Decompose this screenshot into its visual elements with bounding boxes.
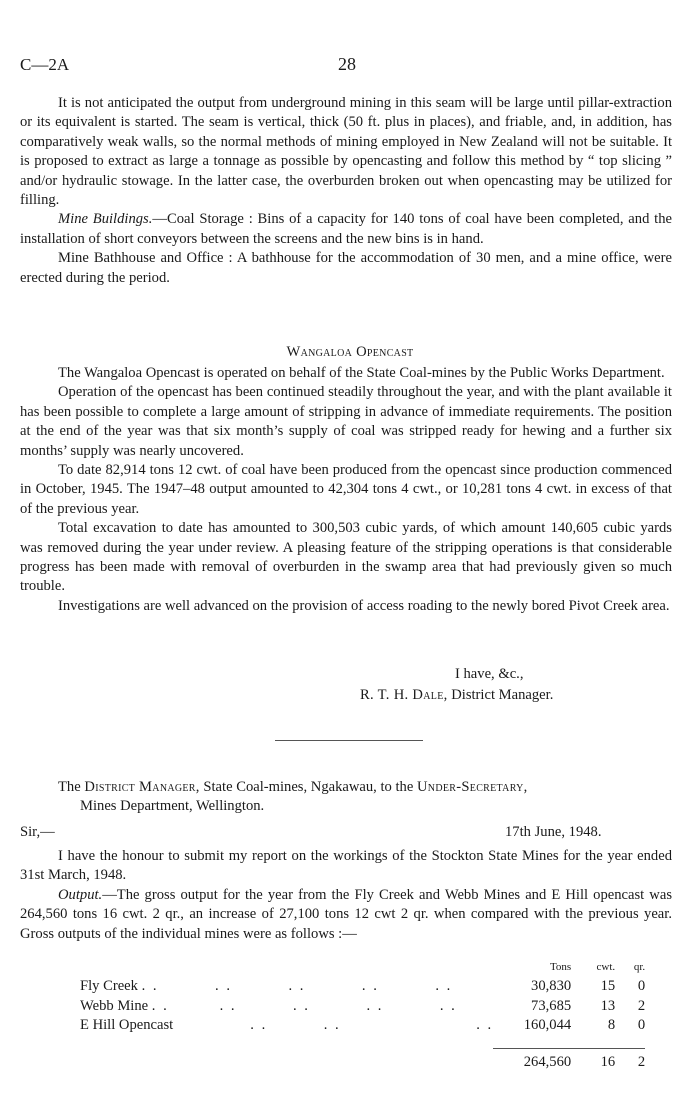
total-cwt: 16 [600,1053,616,1070]
wangaloa-section [20,364,672,616]
table-row [80,977,645,996]
paragraph-wangaloa-5: Investigations are well advanced on the provision of access roading to the newly bored Pivot Creek area. [58,597,670,614]
paragraph-output [20,886,672,944]
paragraph-wangaloa-2: Operation of the opencast has been continued steadily throughout the year, and with the plant available it has been possible to complete a large amount of stripping in advance of immediate requirements. The position at the end of the year was that six month’s supply of coal was stripped ready for hewing and a further six months’ supply was nearly uncovered. [20,384,672,459]
cwt-cell: 15 [600,978,616,995]
tons-cell: 30,830 [531,978,572,995]
row-label: Fly Creek . . . . . . . . . . [80,978,453,995]
mine-name: Fly Creek [80,978,138,995]
paragraph-wangaloa-1: The Wangaloa Opencast is operated on behalf of the State Coal-mines by the Public Works Department. [58,365,665,381]
mine-name: Webb Mine [80,997,149,1014]
table-row [80,1016,645,1035]
total-rule [493,1036,645,1049]
address-line-1 [20,778,672,797]
section-divider [275,740,423,741]
tons-cell: 73,685 [531,997,572,1014]
paragraph-mine-buildings [20,210,672,249]
total-rule-row [80,1036,645,1049]
page-reference: C—2A [20,55,70,74]
paragraph-letter-intro: I have the honour to submit my report on the workings of the Stockton State Mines for the year ended 31st March, 1948. [20,848,672,884]
salutation: Sir,— [20,824,55,840]
total-tons: 264,560 [523,1053,572,1070]
paragraph-underground-output: It is not anticipated the output from underground mining in this seam will be large until pillar-extraction or its equivalent is started. The seam is vertical, thick (50 ft. plus in places), and friable, and, in addition, has comparatively weak walls, so the normal methods of mining employed in New Zealand will not be suitable. It is proposed to extract as large a tonnage as possible by opencasting and follow this method by “ top slicing ” and/or hydraulic stowage. In the latter case, the overburden broken out when opencasting may be utilized for filling. [20,95,672,209]
column-header-qr: qr. [633,961,646,973]
signature-name: R. T. H. Dale, [360,687,448,703]
opening-section [20,94,672,288]
cwt-cell: 8 [607,1017,616,1034]
address-from-place: State Coal-mines, Ngakawau, to the [203,779,414,795]
total-row [80,1048,645,1072]
table-header-row [80,958,645,977]
paragraph-wangaloa-4: Total excavation to date has amounted to 300,503 cubic yards, of which amount 140,605 cubic yards was removed during the year under review. A pleasing feature of the stripping operations is that considerable progress has been made with removal of overburden in the swamp area that had previously given so much trouble. [20,520,672,595]
address-from-prefix: The [58,779,81,795]
output-label: Output. [58,886,103,903]
address-recipient: Under-Secretary, [416,779,528,795]
closing-phrase: I have, &c., [455,666,524,682]
signature-line [360,686,553,705]
column-header-tons: Tons [549,961,572,973]
qr-cell: 2 [637,997,646,1014]
letter-address [20,778,672,817]
row-label: Webb Mine . . . . . . . . . . [80,997,457,1014]
mine-name: E Hill Opencast [80,1017,174,1034]
page-number: 28 [338,54,356,74]
address-sender: District Manager, [84,779,200,795]
total-qr: 2 [637,1053,646,1070]
output-table [80,958,645,1072]
column-header-cwt: cwt. [596,961,616,973]
table-row [80,997,645,1016]
letter-date: 17th June, 1948. [505,824,602,840]
paragraph-wangaloa-3: To date 82,914 tons 12 cwt. of coal have been produced from the opencast since production commenced in October, 1945. The 1947–48 output amounted to 42,304 tons 4 cwt., or 10,281 tons 4 cwt. in excess of that of the previous year. [20,462,672,517]
section-heading-wangaloa: Wangaloa Opencast [286,344,414,360]
row-label: E Hill Opencast . . . . . . [80,1017,494,1034]
cwt-cell: 13 [600,997,616,1014]
address-line-2: Mines Department, Wellington. [80,798,265,815]
mine-buildings-text: —Coal Storage : Bins of a capacity for 140 tons of coal have been completed, and the installation of short conveyors between the screens and the new bins is in hand. [20,211,672,247]
qr-cell: 0 [637,978,646,995]
paragraph-bathhouse: Mine Bathhouse and Office : A bathhouse for the accommodation of 30 men, and a mine office, were erected during the period. [20,250,672,286]
letter-body [20,847,672,944]
signature-title: District Manager. [451,687,554,703]
qr-cell: 0 [637,1017,646,1034]
tons-cell: 160,044 [523,1017,572,1034]
mine-buildings-label: Mine Buildings. [58,211,153,228]
output-text: —The gross output for the year from the Fly Creek and Webb Mines and E Hill opencast was 264,560 tons 16 cwt. 2 qr., an increase of 27,100 tons 12 cwt 2 qr. when compared with the previous year. Gross outputs of the individual mines were as follows :— [20,886,672,942]
